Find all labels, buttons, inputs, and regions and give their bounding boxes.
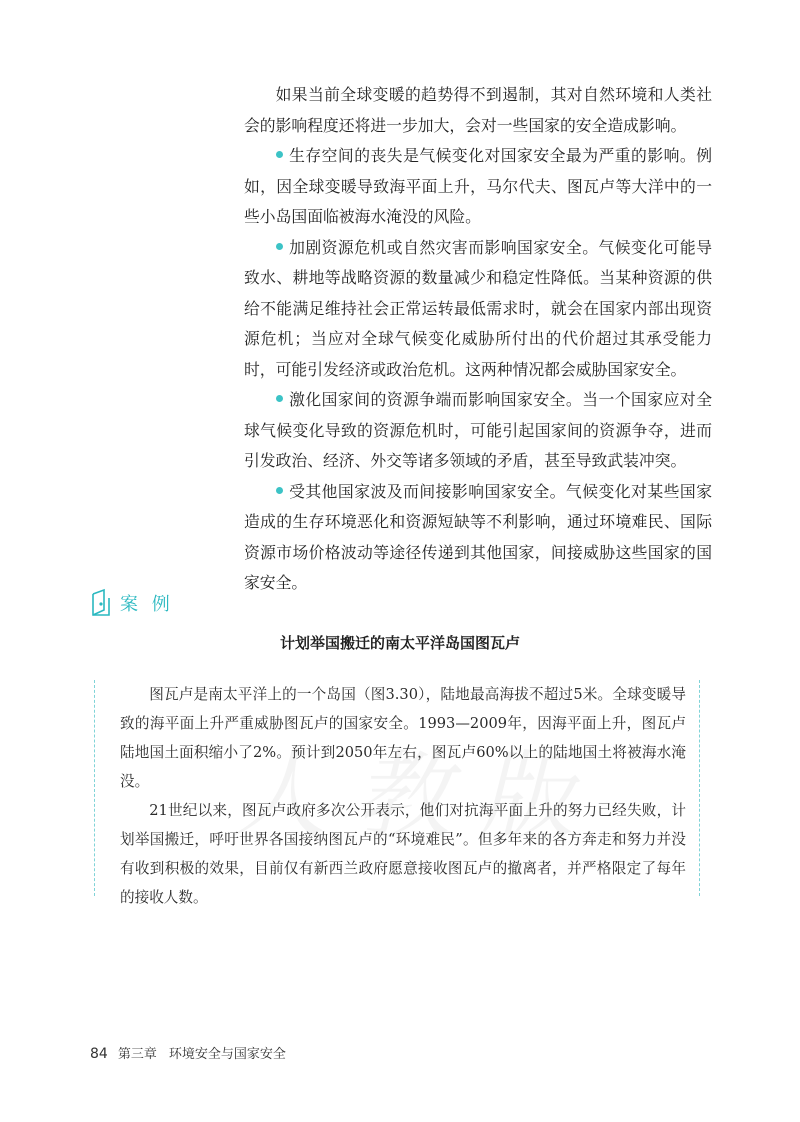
chapter-title: 环境安全与国家安全 — [168, 1047, 286, 1062]
bullet-text-4: 受其他国家波及而间接影响国家安全。气候变化对某些国家造成的生存环境恶化和资源短缺等不利影响，通过环境难民、国际资源市场价格波动等途径传递到其他国家，间接威胁这些国家的国家安全。 — [244, 481, 712, 592]
bullet-dot-icon — [276, 487, 283, 494]
page-number: 84 — [90, 1046, 108, 1062]
bullet-text-3: 激化国家间的资源争端而影响国家安全。当一个国家应对全球气候变化导致的资源危机时，可能引起国家间的资源争夺，进而引发政治、经济、外交等诸多领域的矛盾，甚至导致武装冲突。 — [244, 390, 712, 470]
bullet-dot-icon — [276, 151, 283, 158]
chapter-label: 第三章 — [117, 1047, 157, 1062]
case-section-header — [90, 588, 174, 618]
bullet-text-1: 生存空间的丧失是气候变化对国家安全最为严重的影响。例如，因全球变暖导致海平面上升，马尔代夫、图瓦卢等大洋中的一些小岛国面临被海水淹没的风险。 — [244, 146, 712, 226]
bullet-paragraph-1 — [244, 141, 712, 233]
case-heading: 计划举国搬迁的南太平洋岛国图瓦卢 — [279, 634, 520, 652]
bullet-dot-icon — [276, 243, 283, 250]
bullet-paragraph-2 — [244, 233, 712, 386]
main-body-text — [244, 80, 712, 599]
case-paragraph-1: 图瓦卢是南太平洋上的一个岛国（图3.30），陆地最高海拔不超过5米。全球变暖导致的海平面上升严重威胁图瓦卢的国家安全。1993—2009年，因海平面上升，图瓦卢陆地国土面积缩小了2%。预计到2050年左右，图瓦卢60%以上的陆地国土将被海水淹没。 — [120, 686, 686, 790]
bullet-dot-icon — [276, 395, 283, 402]
case-body-text — [120, 680, 686, 912]
bullet-paragraph-4 — [244, 477, 712, 599]
case-book-icon — [90, 588, 114, 618]
case-label: 案 例 — [120, 594, 174, 615]
bullet-paragraph-3 — [244, 385, 712, 477]
page-footer — [90, 1043, 286, 1062]
bullet-text-2: 加剧资源危机或自然灾害而影响国家安全。气候变化可能导致水、耕地等战略资源的数量减少和稳定性降低。当某种资源的供给不能满足维持社会正常运转最低需求时，就会在国家内部出现资源危机；当应对全球气候变化威胁所付出的代价超过其承受能力时，可能引发经济或政治危机。这两种情况都会威胁国家安全。 — [244, 237, 712, 379]
intro-paragraph: 如果当前全球变暖的趋势得不到遏制，其对自然环境和人类社会的影响程度还将进一步加大，会对一些国家的安全造成影响。 — [244, 85, 712, 135]
case-paragraph-2: 21世纪以来，图瓦卢政府多次公开表示，他们对抗海平面上升的努力已经失败，计划举国搬迁，呼吁世界各国接纳图瓦卢的“环境难民”。但多年来的各方奔走和努力并没有收到积极的效果，目前仅有新西兰政府愿意接收图瓦卢的撤离者，并严格限定了每年的接收人数。 — [120, 802, 686, 906]
